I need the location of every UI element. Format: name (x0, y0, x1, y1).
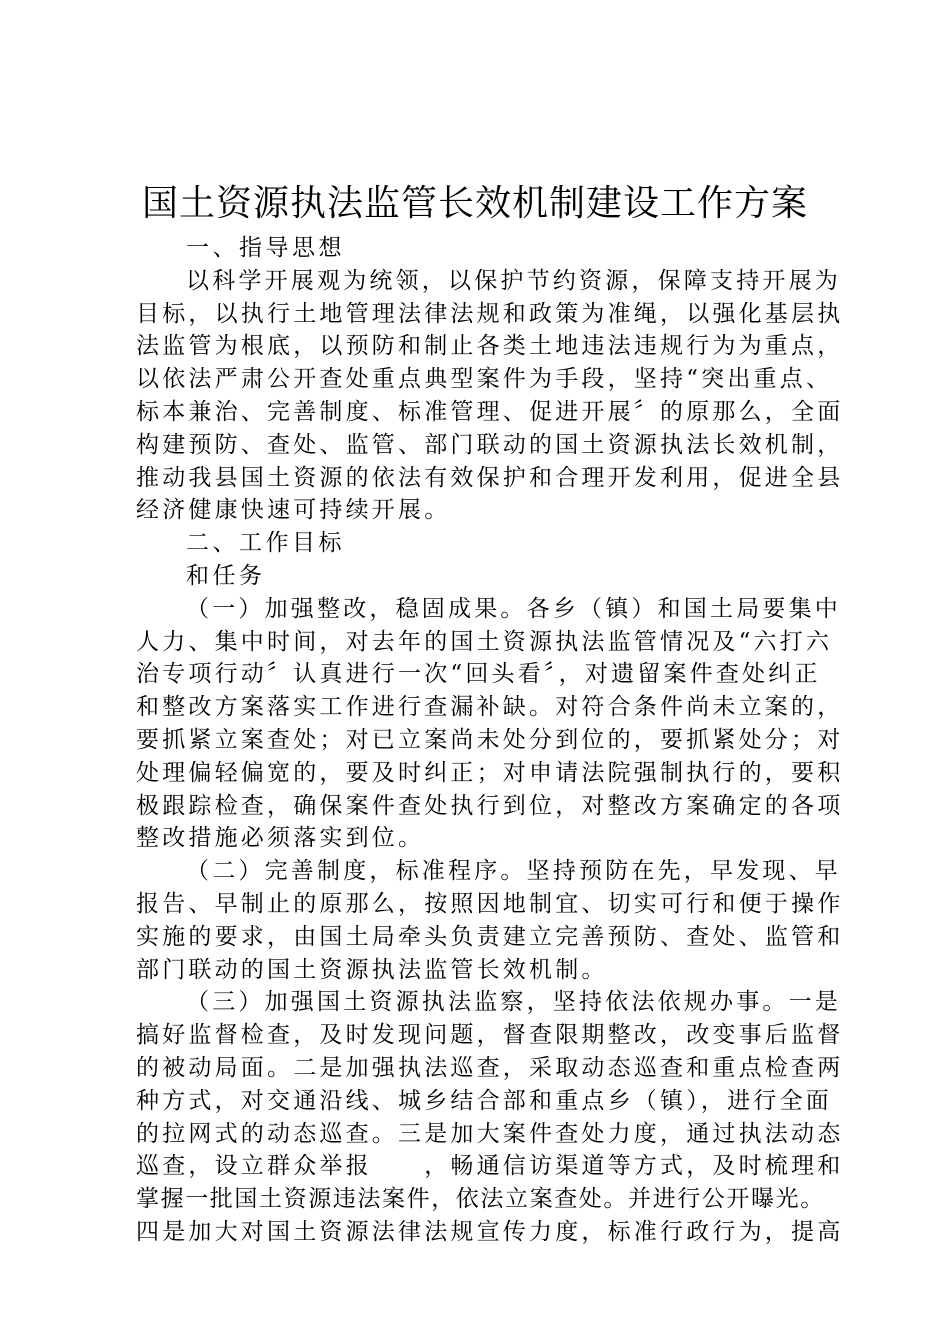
paragraph-line: 要抓紧立案查处；对已立案尚未处分到位的，要抓紧处分；对 (136, 726, 844, 753)
paragraph-line: 和整改方案落实工作进行查漏补缺。对符合条件尚未立案的， (136, 694, 844, 721)
paragraph-line: 实施的要求，由国土局牵头负责建立完善预防、查处、监管和 (136, 923, 844, 950)
paragraph-line: 种方式，对交通沿线、城乡结合部和重点乡（镇），进行全面 (136, 1087, 832, 1114)
paragraph-line: 搞好监督检查，及时发现问题，督查限期整改，改变事后监督 (136, 1022, 844, 1049)
section-heading-tasks: 和任务 (186, 562, 266, 589)
document-title: 国土资源执法监管长效机制建设工作方案 (141, 183, 808, 224)
paragraph-line: 整改措施必须落实到位。 (136, 825, 425, 852)
paragraph-line: （一）加强整改，稳固成果。各乡（镇）和国土局要集中 (186, 595, 841, 622)
paragraph-line: 构建预防、查处、监管、部门联动的国土资源执法长效机制， (136, 431, 844, 458)
document-body (136, 232, 844, 1249)
paragraph-line: 的拉网式的动态巡查。三是加大案件查处力度，通过执法动态 (136, 1120, 844, 1147)
paragraph-line: （三）加强国土资源执法监察，坚持依法依规办事。一是 (186, 989, 841, 1016)
paragraph-line: 以依法严肃公开查处重点典型案件为手段，坚持“突出重点、 (136, 366, 833, 393)
paragraph-line: 报告、早制止的原那么，按照因地制宜、切实可行和便于操作 (136, 890, 844, 917)
paragraph-line: 法监管为根底，以预防和制止各类土地违法违规行为为重点， (136, 333, 844, 360)
paragraph-line: 人力、集中时间，对去年的国土资源执法监管情况及“六打六 (136, 628, 833, 655)
section-heading-work-goals: 二、工作目标 (186, 530, 345, 557)
paragraph-line: 以科学开展观为统领，以保护节约资源，保障支持开展为 (186, 267, 841, 294)
paragraph-line: 掌握一批国土资源违法案件，依法立案查处。并进行公开曝光。 (136, 1186, 825, 1213)
section-heading-guiding-ideology: 一、指导思想 (186, 235, 345, 261)
paragraph-line: 标本兼治、完善制度、标准管理、促进开展〞的原那么，全面 (136, 398, 844, 425)
paragraph-line: 巡查，设立群众举报 ，畅通信访渠道等方式，及时梳理和 (136, 1153, 844, 1180)
paragraph-line: 治专项行动〞认真进行一次“回头看〞，对遗留案件查处纠正 (136, 661, 821, 688)
paragraph-line: 部门联动的国土资源执法监管长效机制。 (136, 956, 608, 983)
paragraph-line: 极跟踪检查，确保案件查处执行到位，对整改方案确定的各项 (136, 792, 844, 819)
paragraph-line: 处理偏轻偏宽的，要及时纠正；对申请法院强制执行的，要积 (136, 759, 844, 786)
paragraph-line: 四是加大对国土资源法律法规宣传力度，标准行政行为，提高 (136, 1218, 844, 1245)
paragraph-line: （二）完善制度，标准程序。坚持预防在先，早发现、早 (186, 858, 841, 885)
paragraph-line: 推动我县国土资源的依法有效保护和合理开发利用，促进全县 (136, 464, 844, 491)
paragraph-line: 目标，以执行土地管理法律法规和政策为准绳，以强化基层执 (136, 300, 844, 327)
paragraph-line: 经济健康快速可持续开展。 (136, 497, 451, 524)
paragraph-line: 的被动局面。二是加强执法巡查，采取动态巡查和重点检查两 (136, 1054, 844, 1081)
